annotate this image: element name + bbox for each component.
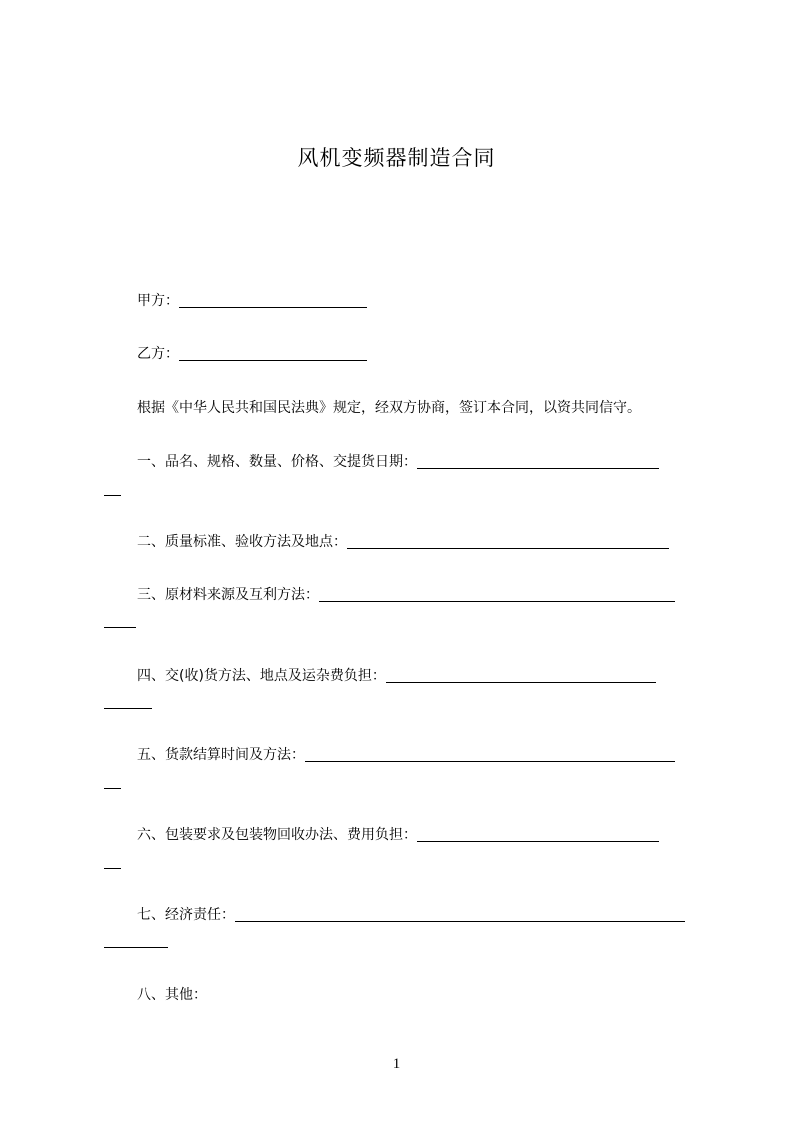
clause-7 bbox=[137, 905, 685, 925]
party-a-blank[interactable] bbox=[179, 293, 367, 308]
clause-1 bbox=[137, 452, 659, 472]
party-b-blank[interactable] bbox=[179, 346, 367, 361]
clause-7-blank[interactable] bbox=[235, 907, 685, 922]
clause-7-blank-continued bbox=[104, 946, 168, 948]
clause-4-blank[interactable] bbox=[386, 668, 656, 683]
clause-2 bbox=[137, 532, 669, 552]
page-number: 1 bbox=[392, 1056, 401, 1072]
clause-6-blank[interactable] bbox=[417, 827, 659, 842]
party-b-line bbox=[137, 344, 367, 364]
document-title: 风机变频器制造合同 bbox=[297, 146, 496, 170]
clause-1-label: 一、品名、规格、数量、价格、交提货日期： bbox=[137, 454, 417, 470]
clause-6-blank-continued bbox=[104, 867, 121, 869]
clause-3 bbox=[137, 585, 675, 605]
clause-2-label: 二、质量标准、验收方法及地点： bbox=[137, 534, 347, 550]
clause-1-blank[interactable] bbox=[417, 454, 659, 469]
clause-6-label: 六、包装要求及包装物回收办法、费用负担： bbox=[137, 827, 417, 843]
clause-3-blank[interactable] bbox=[319, 587, 675, 602]
party-a-line bbox=[137, 291, 367, 311]
clause-7-label: 七、经济责任： bbox=[137, 907, 235, 923]
clause-5 bbox=[137, 745, 675, 765]
clause-4 bbox=[137, 666, 656, 686]
clause-6 bbox=[137, 825, 659, 845]
clause-5-blank[interactable] bbox=[305, 747, 675, 762]
clause-3-blank-continued bbox=[104, 626, 136, 628]
preamble: 根据《中华人民共和国民法典》规定，经双方协商，签订本合同，以资共同信守。 bbox=[137, 400, 641, 416]
clause-1-blank-continued bbox=[104, 494, 121, 496]
party-b-label: 乙方： bbox=[137, 346, 179, 362]
clause-8 bbox=[137, 985, 207, 1005]
clause-2-blank[interactable] bbox=[347, 534, 669, 549]
clause-4-label: 四、交(收)货方法、地点及运杂费负担： bbox=[137, 668, 386, 684]
clause-5-label: 五、货款结算时间及方法： bbox=[137, 747, 305, 763]
clause-3-label: 三、原材料来源及互利方法： bbox=[137, 587, 319, 603]
party-a-label: 甲方： bbox=[137, 293, 179, 309]
clause-8-label: 八、其他： bbox=[137, 987, 207, 1003]
clause-4-blank-continued bbox=[104, 707, 152, 709]
clause-5-blank-continued bbox=[104, 787, 121, 789]
